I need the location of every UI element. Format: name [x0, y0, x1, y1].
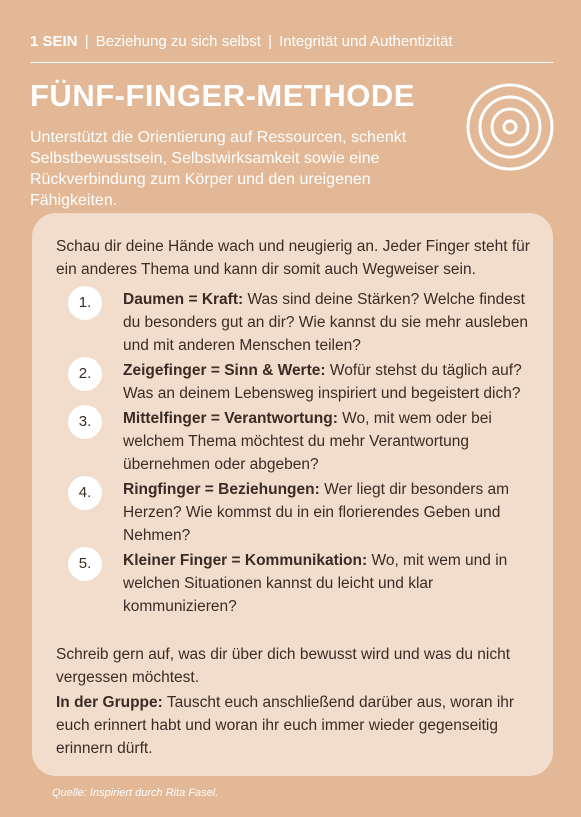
number-badge: 5.: [68, 547, 102, 581]
list-item: [68, 359, 538, 405]
item-text: Wer liegt dir besonders am Herzen? Wie kommst du in ein florierendes Geben und Nehmen?: [123, 481, 510, 544]
item-text: Wofür stehst du täglich auf? Was an deinem Lebensweg inspiriert und begeistert dich?: [123, 362, 522, 402]
intro-text: Unterstützt die Orientierung auf Ressourcen, schenkt Selbstbewusstsein, Selbstwirksamkeit sowie eine Rückverbindung zum Körper und den ureigenen Fähigkeiten.: [30, 129, 407, 209]
outro-paragraph: Schreib gern auf, was dir über dich bewusst wird und was du nicht vergessen möchtest.: [56, 646, 511, 686]
header-separator: |: [84, 33, 89, 50]
group-term: In der Gruppe:: [56, 694, 163, 711]
item-term: Zeigefinger = Sinn & Werte:: [123, 362, 326, 379]
item-text: Wo, mit wem oder bei welchem Thema möchtest du mehr Verantwortung übernehmen oder abgeben?: [123, 410, 492, 473]
header-separator: |: [268, 33, 272, 50]
concentric-circles-icon: [465, 82, 555, 172]
header-divider: [30, 62, 553, 63]
list-item: [68, 407, 538, 476]
content-card: [32, 213, 553, 776]
item-text: Was sind deine Stärken? Welche findest du besonders gut an dir? Wie kannst du sie mehr ausleben und mit anderen Menschen teilen?: [123, 291, 528, 354]
list-item: [68, 549, 538, 618]
group-text: Tauscht euch anschließend darüber aus, woran ihr euch erinnert habt und woran ihr euch immer wieder gegenseitig erinnern dürft.: [56, 694, 515, 757]
list-item: [68, 478, 538, 547]
subtopic-label: Integrität und Authentizität: [279, 33, 453, 50]
topic-label: Beziehung zu sich selbst: [95, 33, 261, 50]
lead-text: Schau dir deine Hände wach und neugierig an. Jeder Finger steht für ein anderes Thema und kann dir somit auch Wegweiser sein.: [56, 238, 530, 278]
item-text: Wo, mit wem und in welchen Situationen kannst du leicht und klar kommunizieren?: [123, 552, 508, 615]
number-badge: 1.: [68, 286, 102, 320]
item-term: Daumen = Kraft:: [123, 291, 244, 308]
page-title: FÜNF-FINGER-METHODE: [30, 78, 415, 113]
number-badge: 2.: [68, 357, 102, 391]
list-item: [68, 288, 538, 357]
number-badge: 3.: [68, 405, 102, 439]
item-term: Mittelfinger = Verantwortung:: [123, 410, 338, 427]
card-header: [30, 33, 453, 50]
source-note: Quelle: Inspiriert durch Rita Fasel.: [52, 787, 219, 799]
item-term: Kleiner Finger = Kommunikation:: [123, 552, 368, 569]
group-paragraph: [56, 691, 541, 760]
section-label: 1 SEIN: [30, 33, 78, 50]
finger-list: [68, 288, 538, 620]
number-badge: 4.: [68, 476, 102, 510]
outro-text: [56, 643, 541, 762]
item-term: Ringfinger = Beziehungen:: [123, 481, 320, 498]
